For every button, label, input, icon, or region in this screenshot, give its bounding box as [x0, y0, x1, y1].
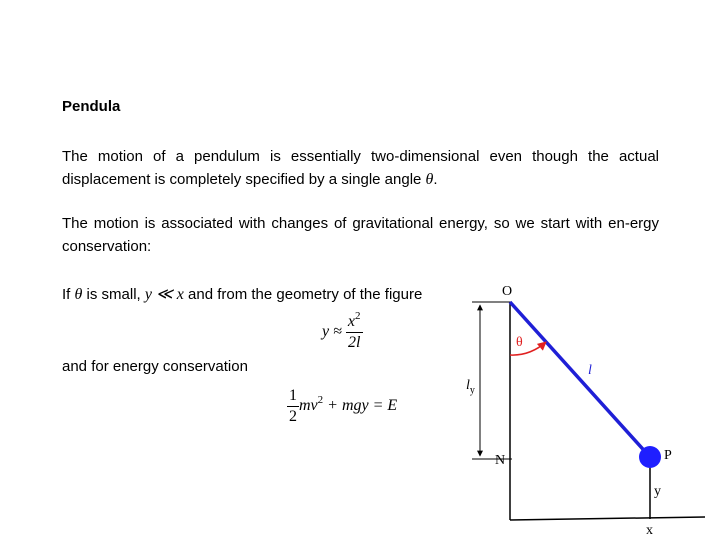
label-ly — [466, 378, 475, 396]
theta-symbol: θ — [425, 171, 434, 188]
label-y: y — [654, 484, 661, 499]
is-small-text: is small, — [82, 286, 145, 303]
eq2-term1: mv — [299, 397, 318, 415]
energy-text: and for energy conservation — [62, 358, 248, 375]
label-l: l — [588, 363, 592, 378]
eq2-numerator: 1 — [287, 386, 299, 407]
ground-line — [510, 517, 705, 520]
pendulum-string — [510, 302, 650, 457]
label-x: x — [646, 523, 653, 538]
label-n: N — [495, 453, 506, 468]
label-ly-sub: y — [469, 385, 475, 396]
eq1-den-text: 2l — [347, 334, 361, 351]
eq1-num-exp: 2 — [355, 310, 361, 322]
eq2-denominator: 2 — [289, 408, 297, 425]
eq2-rest: + mgy = E — [323, 397, 398, 415]
paragraph-energy: The motion is associated with changes of gravitational energy, so we start with en-ergy conservation: — [62, 215, 659, 255]
eq2-term1-exp: 2 — [317, 394, 324, 407]
if-text: If — [62, 286, 75, 303]
pendulum-bob — [639, 446, 661, 468]
eq1-lhs: y ≈ — [322, 323, 342, 341]
intro-text: The motion of a pendulum is essentially two-dimensional even though the actual displacement is completely specified by a single angle — [62, 148, 659, 188]
section-heading: Pendula — [62, 98, 121, 115]
label-theta: θ — [516, 335, 523, 350]
label-ly-base: l — [466, 378, 470, 393]
theta-inline: θ — [74, 286, 83, 303]
intro-end: . — [433, 171, 438, 188]
label-o: O — [502, 284, 513, 299]
label-p: P — [664, 448, 672, 463]
geometry-text: and from the geometry of the figure — [183, 286, 423, 303]
eq1-num-base: x — [347, 313, 355, 330]
relation-math: y ≪ x — [144, 286, 184, 303]
